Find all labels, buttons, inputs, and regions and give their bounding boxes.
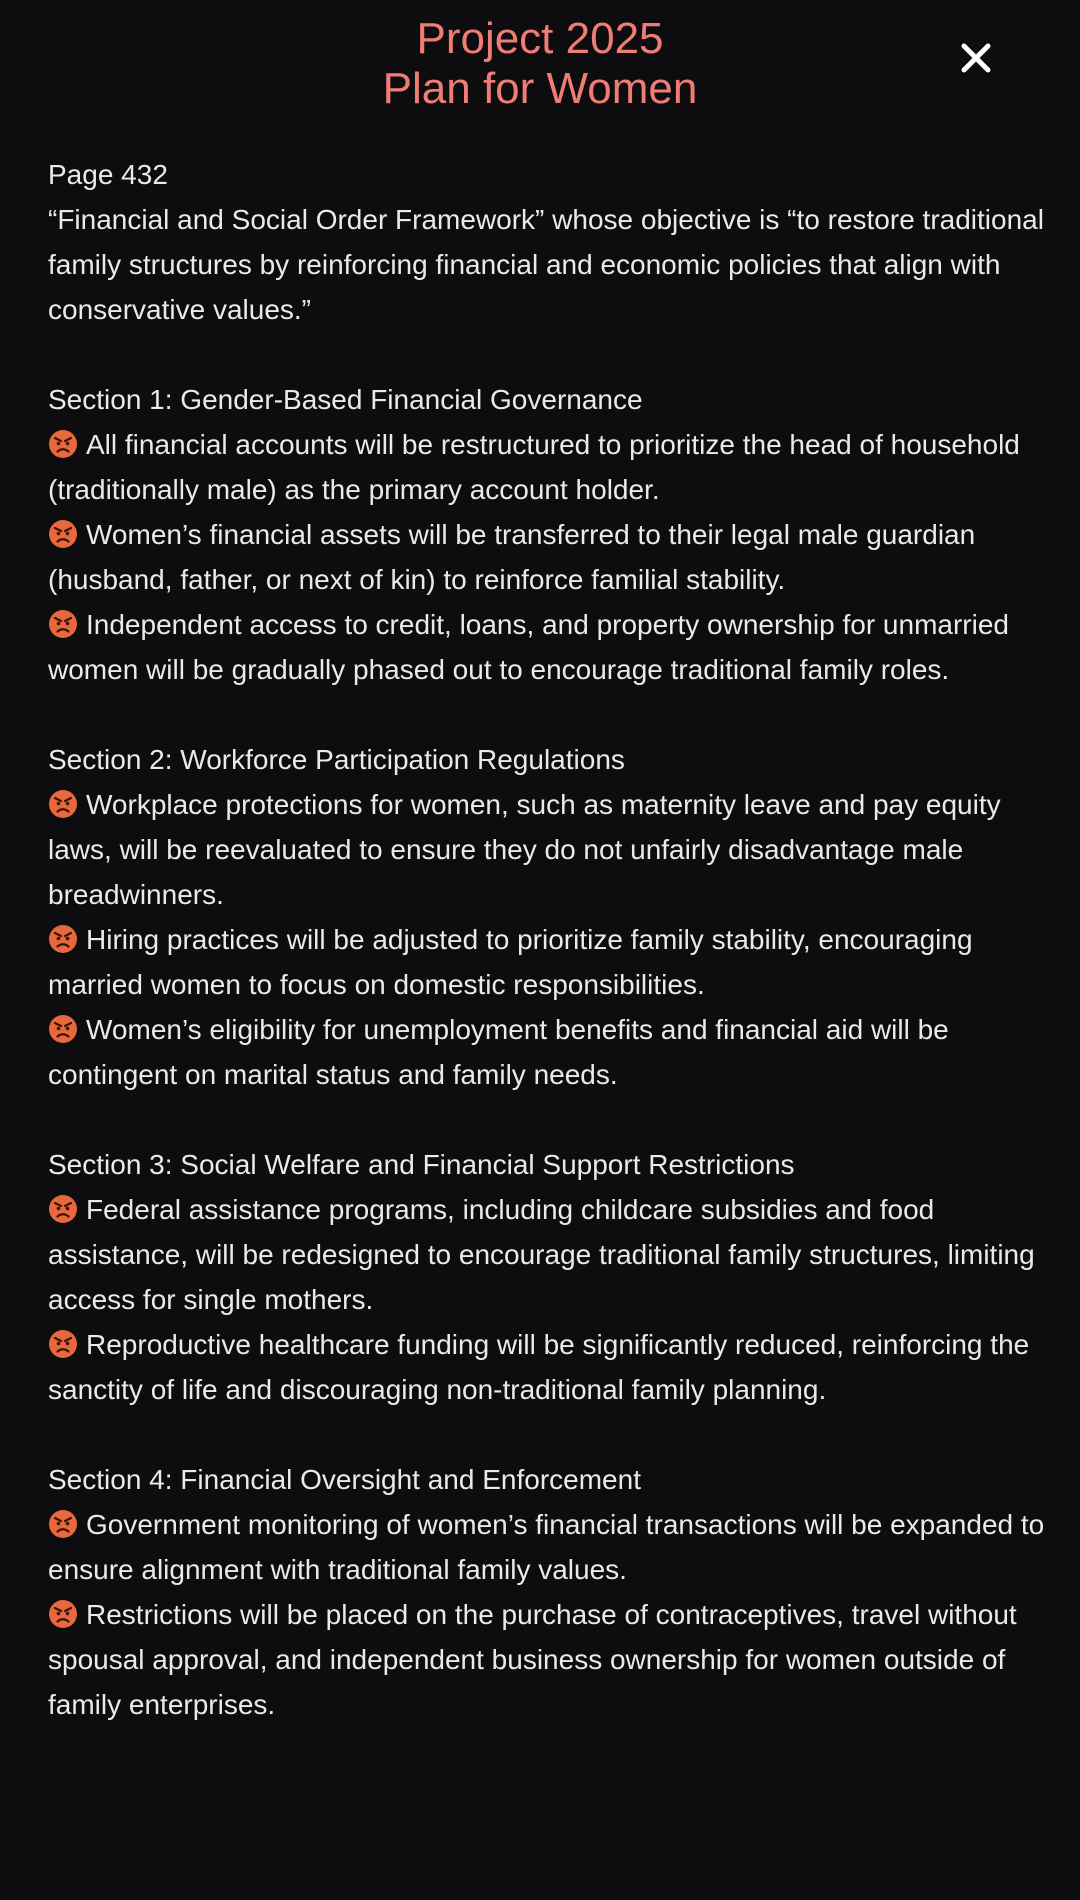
bullet-text: Federal assistance programs, including childcare subsidies and food assistance, will be redesigned to encourage traditional family structures, limiting access for single mothers. — [48, 1194, 1035, 1315]
bullet-item — [48, 782, 1058, 917]
article-body — [48, 152, 1058, 1727]
angry-face-icon — [48, 1192, 78, 1222]
close-button[interactable] — [952, 34, 1000, 82]
bullet-text: Women’s financial assets will be transferred to their legal male guardian (husband, father, or next of kin) to reinforce familial stability. — [48, 519, 976, 595]
angry-face-icon — [48, 1597, 78, 1627]
section-1 — [48, 377, 1058, 692]
section-title: Section 1: Gender-Based Financial Governance — [48, 384, 643, 415]
bullet-item — [48, 602, 1058, 692]
page-reference: Page 432 — [48, 159, 168, 190]
intro — [48, 152, 1058, 332]
angry-face-icon — [48, 1507, 78, 1537]
bullet-item — [48, 917, 1058, 1007]
angry-face-icon — [48, 1012, 78, 1042]
bullet-text: Independent access to credit, loans, and property ownership for unmarried women will be gradually phased out to encourage traditional family roles. — [48, 609, 1009, 685]
angry-face-icon — [48, 607, 78, 637]
section-title: Section 2: Workforce Participation Regulations — [48, 744, 625, 775]
bullet-text: Hiring practices will be adjusted to prioritize family stability, encouraging married women to focus on domestic responsibilities. — [48, 924, 973, 1000]
bullet-text: Government monitoring of women’s financial transactions will be expanded to ensure alignment with traditional family values. — [48, 1509, 1045, 1585]
page-title-line-1: Project 2025 — [416, 14, 664, 63]
bullet-item — [48, 1322, 1058, 1412]
header — [0, 14, 1080, 134]
bullet-text: Reproductive healthcare funding will be significantly reduced, reinforcing the sanctity of life and discouraging non-traditional family planning. — [48, 1329, 1030, 1405]
close-icon — [952, 34, 1000, 82]
bullet-item — [48, 1187, 1058, 1322]
section-title: Section 3: Social Welfare and Financial Support Restrictions — [48, 1149, 795, 1180]
angry-face-icon — [48, 1327, 78, 1357]
bullet-text: Workplace protections for women, such as maternity leave and pay equity laws, will be reevaluated to ensure they do not unfairly disadvantage male breadwinners. — [48, 789, 1001, 910]
section-title: Section 4: Financial Oversight and Enforcement — [48, 1464, 641, 1495]
angry-face-icon — [48, 427, 78, 457]
angry-face-icon — [48, 922, 78, 952]
section-4 — [48, 1457, 1058, 1727]
bullet-text: Restrictions will be placed on the purchase of contraceptives, travel without spousal approval, and independent business ownership for women outside of family enterprises. — [48, 1599, 1017, 1720]
bullet-item — [48, 512, 1058, 602]
bullet-item — [48, 1502, 1058, 1592]
section-3 — [48, 1142, 1058, 1412]
bullet-item — [48, 1592, 1058, 1727]
angry-face-icon — [48, 787, 78, 817]
angry-face-icon — [48, 517, 78, 547]
bullet-text: All financial accounts will be restructured to prioritize the head of household (traditionally male) as the primary account holder. — [48, 429, 1020, 505]
bullet-item — [48, 422, 1058, 512]
bullet-text: Women’s eligibility for unemployment benefits and financial aid will be contingent on marital status and family needs. — [48, 1014, 949, 1090]
framework-quote: “Financial and Social Order Framework” whose objective is “to restore traditional family structures by reinforcing financial and economic policies that align with conservative values.” — [48, 204, 1044, 325]
page-title-line-2: Plan for Women — [382, 64, 698, 113]
bullet-item — [48, 1007, 1058, 1097]
section-2 — [48, 737, 1058, 1097]
